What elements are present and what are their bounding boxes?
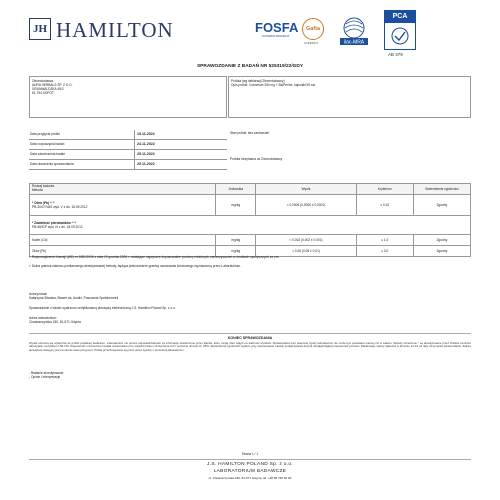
table-header — [30, 184, 471, 195]
client-label: Zleceniodawca — [32, 79, 54, 83]
client-line-3: 81-754 SOPOT — [32, 91, 54, 95]
pca-label: PCA — [385, 11, 415, 23]
unit-cell: mg/kg — [216, 195, 256, 216]
sample-box — [228, 76, 471, 118]
footer-lab: LABORATORIUM BADAWCZE — [213, 469, 287, 474]
ilac-label: ilac-MRA — [343, 39, 365, 46]
table-row — [30, 235, 471, 246]
test-name: * Zawartość pierwiastków ¹⁾ ²⁾ — [32, 221, 77, 225]
date-label: Data rozpoczęcia badań — [29, 140, 135, 149]
header-cell: Kryterium — [356, 184, 413, 195]
header-cell: Wynik — [256, 184, 357, 195]
footer-address: ul. Chwaszczyńska 180, 81-571 Gdynia, tel. +48 58 769 66 00 — [208, 476, 292, 480]
sample-origin: Próbka otrzymana od Zleceniodawcy — [230, 157, 283, 161]
gafta-logo: Gafta — [302, 18, 324, 40]
address-label: Adres laboratorium: — [29, 316, 57, 320]
result-cell: < 0,002 (0,002 ± 0,001) — [256, 235, 357, 246]
end-title: KONIEC SPRAWOZDANIA — [227, 336, 273, 340]
test-method: PB-68/ICP wyd. III z dn. 18.09.2012 — [32, 225, 83, 229]
fosfa-sub: SUPERINTENDENT — [262, 34, 290, 38]
signature-note: Sprawozdanie z badań opatrzono certyfikowaną pieczęcią elektroniczną J.S. Hamilton Poland Sp. z o.o. — [29, 306, 176, 310]
gafta-sub: SUPERINT. — [304, 41, 319, 45]
result-cell: < 0,0006 (0,0006 ± 0,0001) — [256, 195, 357, 216]
client-line-1: AURA HERBALS SP. Z O.O. — [32, 83, 73, 87]
criterion-cell: ≤ 3,0 — [356, 246, 413, 257]
hamilton-logo-mark: JH — [29, 18, 51, 40]
lab-address: Chwaszczyńska 180, 81-571 Gdynia — [29, 320, 81, 324]
dates-block — [29, 130, 227, 170]
pca-emblem-icon — [385, 23, 415, 49]
client-line-2: GRUNWALDZKA 49/2 — [32, 87, 64, 91]
element-cell: Kadm (Cd) — [30, 235, 216, 246]
unit-cell: mg/kg — [216, 235, 256, 246]
date-label: Data zakończenia badań — [29, 150, 135, 159]
header-cell: Stwierdzenie zgodności — [413, 184, 470, 195]
sample-desc: Opis próbki: Colostrum 350 mg + BioPerine, kapsułki 90 szt. — [231, 83, 316, 87]
fosfa-logo: FOSFA — [255, 20, 299, 35]
date-value: 25.11.2022 — [137, 152, 155, 156]
footer-company: J.S. HAMILTON POLAND Sp. z o.o. — [207, 462, 293, 467]
date-value: 25.11.2022 — [137, 162, 155, 166]
header-cell: Rodzaj badania Metoda — [30, 184, 216, 195]
report-title: SPRAWOZDANIE Z BADAŃ NR 525319/22/GDY — [196, 64, 304, 69]
test-method: PB-30/CYVAS wyd. V z dn. 18.09.2012 — [32, 205, 88, 209]
date-row — [29, 140, 227, 150]
date-value: 24.11.2022 — [137, 142, 155, 146]
test-name: * Ołów (Pb) ¹⁾ ²⁾ — [32, 201, 55, 205]
end-bullet-1: - Badanie akredytowane — [29, 371, 64, 375]
table-row — [30, 195, 471, 216]
criterion-cell: ≤ 0,10 — [356, 195, 413, 216]
divider — [29, 333, 471, 334]
note-2: ²⁾ Dolna granica zakresu pomiarowego akredytowanej metody, będąca jednocześnie granicą oznaczania ilościowego wyznaczoną przez Laboratorium. — [29, 264, 242, 268]
ilac-mra-logo — [337, 16, 371, 46]
date-row — [29, 130, 227, 140]
end-text: Wyniki odnoszą się wyłącznie do próbki poddanej badaniom. Laboratorium nie ponosi odpowiedzialności za informacje dostarczone przez klienta, które mogą mieć wpływ na ważność wyników. Sprawozdanie bez pisemnej zgody laboratorium nie może być powielane inaczej niż w całości. Metody oznaczone * są akredytowane przez Polskie Centrum Akredytacji, certyfikat nr AB 379. Niepewność rozszerzona została oszacowana przy współczynniku rozszerzenia k=2 i poziomie ufności ok. 95%. Stwierdzenie zgodności wydano przy zastosowaniu zasady podejmowania decyzji uwzględniającej niepewność pomiaru. Reklamacje należy zgłaszać w terminie 14 dni od daty otrzymania sprawozdania. Zakres akredytacji dostępny jest na stronie www.pca.gov.pl. Próbki przechowywane są przez okres zgodny z procedurą laboratorium. — [29, 341, 471, 352]
date-value: 19.11.2022 — [137, 132, 155, 136]
results-table — [29, 183, 471, 257]
result-cell: < 0,06 (0,05 ± 0,01) — [256, 246, 357, 257]
sample-state: Stan próbki: bez zastrzeżeń — [230, 131, 270, 135]
date-row — [29, 160, 227, 170]
compliance-cell: Zgodny — [413, 235, 470, 246]
table-row — [30, 216, 471, 235]
client-box — [29, 76, 227, 118]
compliance-cell: Zgodny — [413, 246, 470, 257]
hamilton-logo-text: HAMILTON — [56, 18, 174, 42]
date-label: Data przyjęcia próbki — [29, 130, 135, 139]
test-cell — [30, 195, 216, 216]
end-bullet-2: - Opinie i interpretacje — [29, 375, 61, 379]
authorized-label: Autoryzował: — [29, 292, 48, 296]
sample-label: Próbka (wg deklaracji Zleceniodawcy) — [231, 79, 285, 83]
date-row — [29, 150, 227, 160]
note-1: ¹⁾ Rozporządzenie Komisji (WE) nr 1881/2006 z dnia 19 grudnia 2006 r. ustalające najwyższe dopuszczalne poziomy niektórych zanieczyszczeń w środkach spożywczych ze zm. — [29, 255, 280, 259]
element-cell: Ołów (Pb) — [30, 246, 216, 257]
pca-logo — [384, 10, 416, 50]
footer-divider — [29, 459, 471, 460]
date-label: Data utworzenia sprawozdania — [29, 160, 135, 169]
criterion-cell: ≤ 1,0 — [356, 235, 413, 246]
unit-cell: mg/kg — [216, 246, 256, 257]
page-number: Strona 1 / 1 — [241, 452, 259, 456]
test-group-cell — [30, 216, 471, 235]
compliance-cell: Zgodny — [413, 195, 470, 216]
header-cell: Jednostka — [216, 184, 256, 195]
pca-number: AB 379 — [388, 52, 403, 57]
authorized-name: Katarzyna Sitarska, Bissert ds. Analiz, Pracownia Spektrometrii — [29, 296, 119, 300]
